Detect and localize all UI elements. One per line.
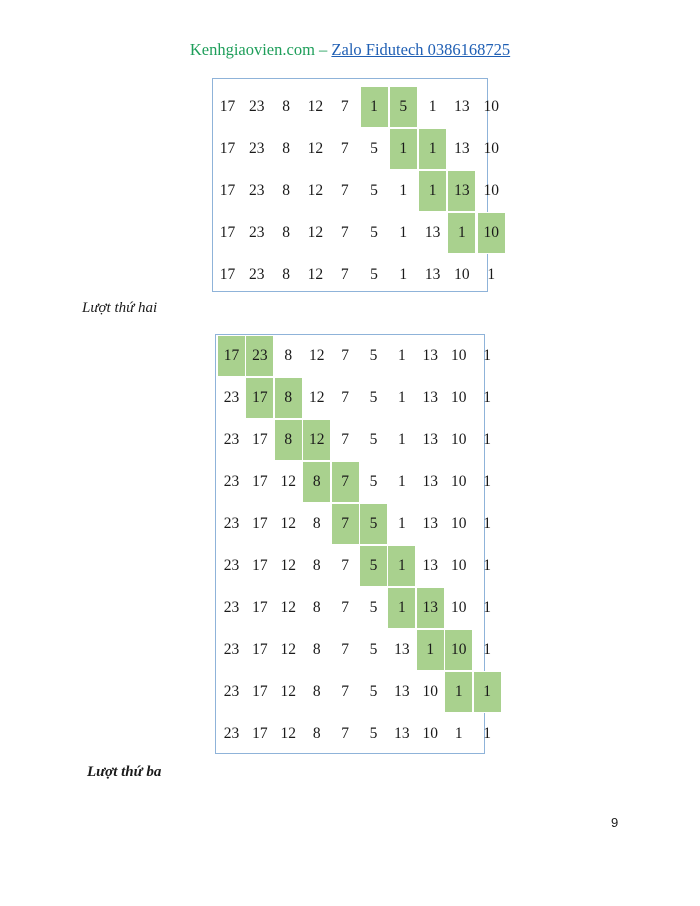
table1-cell: 7 bbox=[340, 98, 349, 115]
header-contact-link[interactable]: Zalo Fidutech 0386168725 bbox=[331, 40, 511, 59]
table2-cell: 12 bbox=[308, 389, 325, 406]
table2-cell: 7 bbox=[341, 683, 349, 700]
table2-cell: 12 bbox=[280, 641, 297, 658]
table2-cell: 10 bbox=[450, 599, 467, 616]
table2-cell: 1 bbox=[398, 389, 406, 406]
table1-cell: 1 bbox=[399, 224, 408, 241]
header-separator: – bbox=[314, 40, 332, 59]
table2-cell: 1 bbox=[483, 473, 491, 490]
table1-cell: 12 bbox=[307, 98, 324, 115]
table1-cell: 10 bbox=[483, 140, 499, 157]
table1-cell: 10 bbox=[477, 212, 506, 254]
table2-cell: 1 bbox=[483, 641, 491, 658]
table2-cell: 5 bbox=[369, 347, 378, 364]
table2-cell: 13 bbox=[416, 587, 445, 629]
table1-cell: 13 bbox=[454, 98, 470, 115]
table1-cell: 12 bbox=[307, 266, 324, 283]
table2-cell: 8 bbox=[312, 725, 321, 742]
table1-cell: 8 bbox=[282, 182, 290, 199]
table2-cell: 1 bbox=[398, 473, 406, 490]
table2-cell: 5 bbox=[369, 599, 378, 616]
table2-cell: 17 bbox=[252, 515, 268, 532]
table1-cell: 7 bbox=[340, 140, 349, 157]
table2-cell: 12 bbox=[308, 347, 325, 364]
table2-cell: 23 bbox=[223, 683, 240, 700]
caption-third-pass: Lượt thứ ba bbox=[87, 764, 162, 780]
table2-cell: 13 bbox=[394, 725, 410, 742]
table2-cell: 13 bbox=[422, 557, 439, 574]
table1-cell: 5 bbox=[370, 224, 378, 241]
table2-cell: 1 bbox=[444, 671, 473, 713]
table2-cell: 23 bbox=[223, 515, 240, 532]
table2-cell: 10 bbox=[450, 347, 467, 364]
table1-cell: 10 bbox=[454, 266, 470, 283]
table2-cell: 5 bbox=[369, 683, 378, 700]
header-site[interactable]: Kenhgiaovien.com bbox=[189, 40, 315, 59]
table2-cell: 23 bbox=[223, 473, 240, 490]
table2-cell: 7 bbox=[331, 461, 360, 503]
table2-cell: 8 bbox=[302, 461, 331, 503]
table2-cell: 1 bbox=[398, 515, 406, 532]
table2-cell: 1 bbox=[416, 629, 445, 671]
table1-cell: 10 bbox=[483, 98, 499, 115]
table2-cell: 23 bbox=[223, 431, 240, 448]
table2-cell: 8 bbox=[312, 641, 321, 658]
table-first-pass bbox=[212, 78, 499, 292]
table2-cell: 23 bbox=[223, 725, 240, 742]
table2-cell: 12 bbox=[280, 473, 297, 490]
table2-cell: 8 bbox=[312, 515, 321, 532]
table2-cell: 10 bbox=[444, 629, 473, 671]
table2-cell: 10 bbox=[422, 725, 439, 742]
table2-cell: 1 bbox=[398, 347, 406, 364]
table2-cell: 23 bbox=[223, 599, 240, 616]
table1-cell: 1 bbox=[418, 170, 447, 212]
table2-cell: 5 bbox=[359, 545, 388, 587]
table1-cell: 1 bbox=[389, 128, 418, 170]
table1-cell: 13 bbox=[447, 170, 476, 212]
table1-cell: 13 bbox=[424, 266, 441, 283]
table1-cell: 5 bbox=[370, 266, 378, 283]
table2-cell: 13 bbox=[422, 515, 439, 532]
table2-cell: 1 bbox=[483, 515, 491, 532]
table2-cell: 12 bbox=[280, 683, 297, 700]
table2-cell: 7 bbox=[341, 641, 349, 658]
table1-cell: 8 bbox=[282, 224, 290, 241]
page-header bbox=[0, 40, 700, 60]
table2-cell: 17 bbox=[252, 473, 268, 490]
table1-cell: 1 bbox=[360, 86, 389, 128]
table2-cell: 23 bbox=[223, 641, 240, 658]
table2-cell: 17 bbox=[252, 599, 268, 616]
table2-cell: 1 bbox=[483, 347, 491, 364]
table2-cell: 17 bbox=[252, 683, 268, 700]
table2-cell: 10 bbox=[422, 683, 439, 700]
table2-cell: 10 bbox=[450, 473, 467, 490]
table1-cell: 23 bbox=[249, 224, 265, 241]
table2-cell: 13 bbox=[394, 683, 410, 700]
page-number: 9 bbox=[611, 815, 619, 830]
table1-cell: 23 bbox=[249, 182, 265, 199]
table2-cell: 7 bbox=[331, 503, 360, 545]
table1-cell: 10 bbox=[483, 182, 499, 199]
table1-cell: 8 bbox=[282, 98, 290, 115]
table2-cell: 1 bbox=[387, 587, 416, 629]
table1-cell: 1 bbox=[487, 266, 496, 283]
table1-cell: 8 bbox=[282, 140, 290, 157]
table2-cell: 7 bbox=[341, 725, 349, 742]
table2-cell: 1 bbox=[483, 557, 491, 574]
table1-cell: 13 bbox=[454, 140, 470, 157]
table2-cell: 8 bbox=[312, 683, 321, 700]
table-second-pass bbox=[215, 334, 491, 754]
table1-cell: 23 bbox=[249, 140, 265, 157]
table1-cell: 7 bbox=[340, 182, 349, 199]
table2-cell: 7 bbox=[341, 389, 349, 406]
table1-cell: 17 bbox=[219, 266, 236, 283]
table2-cell: 5 bbox=[369, 389, 378, 406]
table2-cell: 1 bbox=[483, 389, 491, 406]
table2-cell: 7 bbox=[341, 557, 349, 574]
table1-cell: 1 bbox=[447, 212, 476, 254]
table2-cell: 17 bbox=[252, 431, 268, 448]
table2-cell: 8 bbox=[312, 557, 321, 574]
table2-cell: 1 bbox=[483, 725, 491, 742]
caption-second-pass: Lượt thứ hai bbox=[82, 300, 158, 316]
table1-cell: 12 bbox=[307, 224, 324, 241]
table1-cell: 5 bbox=[389, 86, 418, 128]
table2-cell: 13 bbox=[422, 473, 439, 490]
table1-cell: 12 bbox=[307, 140, 324, 157]
table1-cell: 1 bbox=[399, 182, 408, 199]
table2-cell: 17 bbox=[252, 641, 268, 658]
table2-cell: 12 bbox=[280, 599, 297, 616]
table1-cell: 17 bbox=[219, 182, 236, 199]
table2-cell: 8 bbox=[274, 377, 303, 419]
table1-cell: 8 bbox=[282, 266, 290, 283]
table2-cell: 10 bbox=[450, 389, 467, 406]
table2-cell: 17 bbox=[252, 557, 268, 574]
table2-cell: 1 bbox=[483, 599, 491, 616]
table2-cell: 10 bbox=[450, 557, 467, 574]
table1-cell: 5 bbox=[370, 182, 378, 199]
table1-cell: 7 bbox=[340, 266, 349, 283]
table2-cell: 12 bbox=[280, 725, 297, 742]
table2-cell: 5 bbox=[369, 431, 378, 448]
table2-cell: 12 bbox=[280, 515, 297, 532]
table2-cell: 17 bbox=[252, 725, 268, 742]
table2-cell: 13 bbox=[394, 641, 410, 658]
table2-cell: 5 bbox=[359, 503, 388, 545]
table2-cell: 8 bbox=[274, 419, 303, 461]
table1-cell: 23 bbox=[249, 266, 265, 283]
table2-cell: 1 bbox=[398, 431, 406, 448]
table1-cell: 17 bbox=[219, 98, 236, 115]
table1-cell: 23 bbox=[249, 98, 265, 115]
table2-cell: 17 bbox=[217, 335, 246, 377]
table1-cell: 7 bbox=[340, 224, 349, 241]
table1-cell: 1 bbox=[428, 98, 437, 115]
table2-cell: 23 bbox=[223, 557, 240, 574]
table1-cell: 5 bbox=[370, 140, 378, 157]
table2-cell: 13 bbox=[422, 347, 439, 364]
table2-cell: 1 bbox=[473, 671, 502, 713]
table2-cell: 5 bbox=[369, 641, 378, 658]
table2-cell: 7 bbox=[341, 431, 349, 448]
table2-cell: 1 bbox=[483, 431, 491, 448]
table2-cell: 7 bbox=[341, 347, 349, 364]
table1-cell: 1 bbox=[418, 128, 447, 170]
table2-cell: 10 bbox=[450, 431, 467, 448]
table2-cell: 13 bbox=[422, 431, 439, 448]
table2-cell: 7 bbox=[341, 599, 349, 616]
table2-cell: 1 bbox=[454, 725, 463, 742]
table1-cell: 13 bbox=[424, 224, 441, 241]
table2-cell: 5 bbox=[369, 473, 378, 490]
table2-cell: 13 bbox=[422, 389, 439, 406]
table1-cell: 17 bbox=[219, 224, 236, 241]
table1-cell: 12 bbox=[307, 182, 324, 199]
table1-cell: 1 bbox=[399, 266, 408, 283]
table2-cell: 23 bbox=[245, 335, 274, 377]
table2-cell: 10 bbox=[450, 515, 467, 532]
table2-cell: 1 bbox=[387, 545, 416, 587]
table2-cell: 12 bbox=[280, 557, 297, 574]
table2-cell: 5 bbox=[369, 725, 378, 742]
table2-cell: 8 bbox=[312, 599, 321, 616]
table1-cell: 17 bbox=[219, 140, 236, 157]
table2-cell: 23 bbox=[223, 389, 240, 406]
table2-cell: 12 bbox=[302, 419, 331, 461]
table2-cell: 8 bbox=[284, 347, 293, 364]
table2-cell: 17 bbox=[245, 377, 274, 419]
